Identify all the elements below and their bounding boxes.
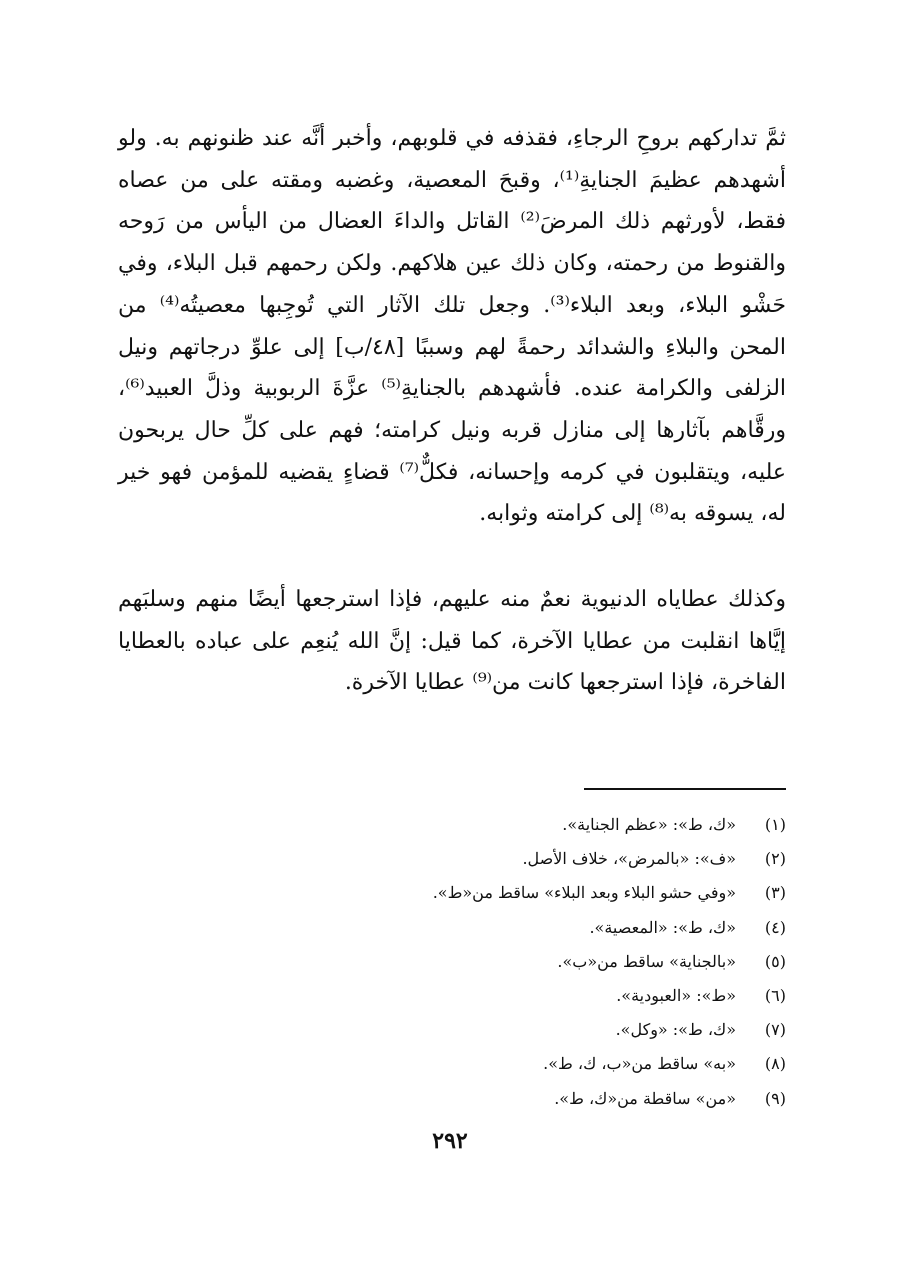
footnote-number: (٥) [764, 951, 786, 971]
footnote-text: «ط»: «العبودية». [616, 986, 736, 1006]
footnote-text: «ف»: «بالمرض»، خلاف الأصل. [522, 849, 736, 869]
footnote-number: (٣) [764, 883, 786, 903]
footnote-1 [300, 808, 786, 842]
footnote-number: (٧) [764, 1020, 786, 1040]
footnote-text: «بالجناية» ساقط من«ب». [557, 951, 736, 971]
footnote-number: (٢) [764, 849, 786, 869]
footnote-text: «من» ساقطة من«ك، ط». [554, 1088, 736, 1108]
footnote-6 [300, 979, 786, 1013]
paragraph-1: ثمَّ تداركهم بروحِ الرجاءِ، فقذفه في قلوبهم، وأخبر أنَّه عند ظنونهم به. ولو أشهدهم عظيمَ الجنايةِ⁽¹⁾، وقبحَ المعصية، وغضبه ومقته على من عصاه فقط، لأورثهم ذلك المرضَ⁽²⁾ القاتل والداءَ العضال من اليأس من رَوحه والقنوط من رحمته، وكان ذلك عين هلاكهم. ولكن رحمهم قبل البلاء، وفي حَشْو البلاء، وبعد البلاء⁽³⁾. وجعل تلك الآثار التي تُوجِبها معصيتُه⁽⁴⁾ من المحن والبلاءِ والشدائد رحمةً لهم وسببًا [٤٨/ب] إلى علوِّ درجاتهم ونيل الزلفى والكرامة عنده. فأشهدهم بالجنايةِ⁽⁵⁾ عزَّةَ الربوبية وذلَّ العبيد⁽⁶⁾، ورقَّاهم بآثارها إلى منازل قربه ونيل كرامته؛ فهم على كلِّ حال يربحون عليه، ويتقلبون في كرمه وإحسانه، فكلٌّ⁽⁷⁾ قضاءٍ يقضيه للمؤمن فهو خير له، يسوقه به⁽⁸⁾ إلى كرامته وثوابه. [118, 126, 787, 527]
main-text [118, 118, 786, 704]
footnote-separator [584, 788, 786, 790]
footnote-number: (١) [764, 815, 786, 834]
footnote-4 [300, 911, 786, 945]
footnote-text: «ك، ط»: «عظم الجناية». [562, 815, 736, 834]
footnote-2 [300, 842, 786, 876]
footnote-number: (٩) [764, 1088, 786, 1108]
footnote-text: «وفي حشو البلاء وبعد البلاء» ساقط من«ط». [432, 883, 736, 903]
footnote-5 [300, 945, 786, 979]
footnote-number: (٦) [764, 986, 786, 1006]
footnote-3 [300, 876, 786, 910]
footnote-number: (٤) [764, 917, 786, 937]
footnotes-list [300, 808, 786, 1116]
footnote-9 [300, 1082, 786, 1116]
footnote-text: «به» ساقط من«ب، ك، ط». [543, 1054, 736, 1074]
page-number: ٢٩٢ [432, 1128, 468, 1154]
footnote-text: «ك، ط»: «المعصية». [589, 917, 736, 937]
footnote-8 [300, 1047, 786, 1081]
paragraph-2: وكذلك عطاياه الدنيوية نعمٌ منه عليهم، فإذا استرجعها أيضًا منهم وسلبَهم إيَّاها انقلبت من عطايا الآخرة، كما قيل: إنَّ الله يُنعِم على عباده بالعطايا الفاخرة، فإذا استرجعها كانت من⁽⁹⁾ عطايا الآخرة. [118, 587, 786, 696]
footnote-7 [300, 1013, 786, 1047]
footnote-text: «ك، ط»: «وكل». [615, 1020, 736, 1040]
footnote-number: (٨) [764, 1054, 786, 1074]
